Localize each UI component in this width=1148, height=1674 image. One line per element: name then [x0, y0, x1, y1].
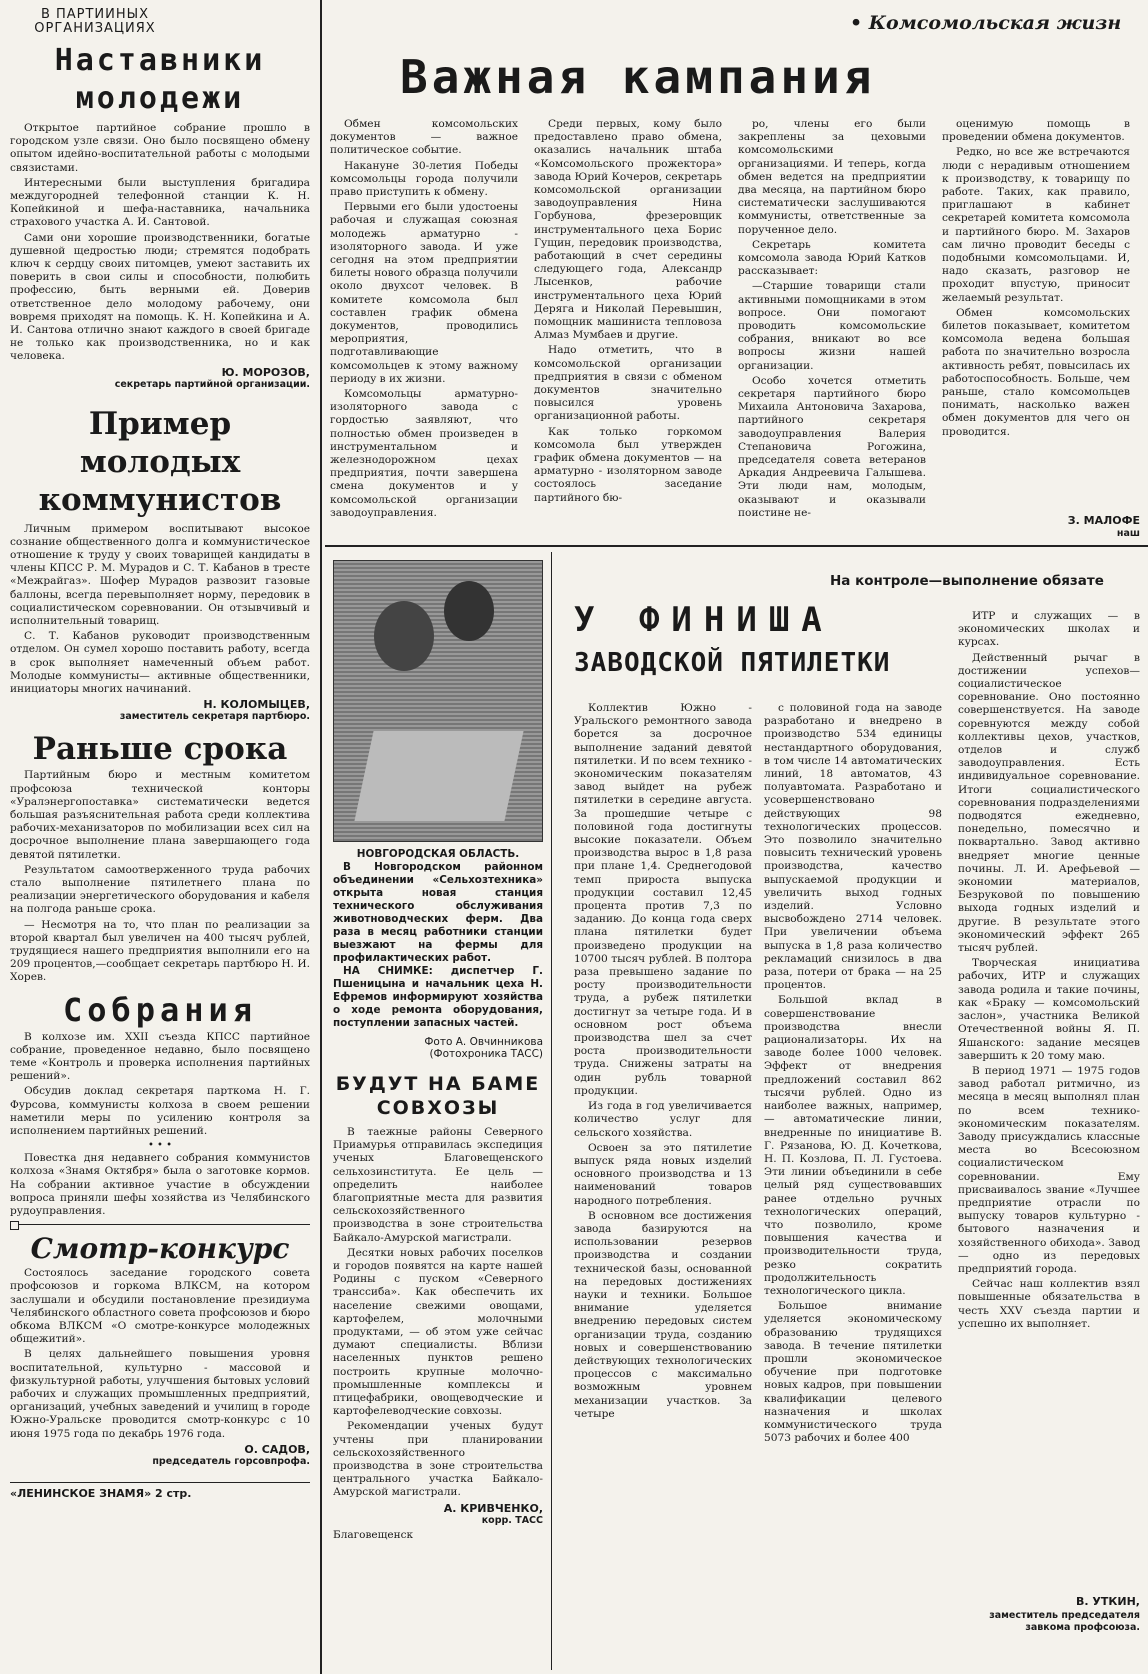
paragraph: Надо отметить, что в комсомольской организации предприятия в связи с обменом документов значительно повысился уровень организационной работы.	[534, 344, 722, 423]
paragraph: Состоялось заседание городского совета профсоюзов и горкома ВЛКСМ, на котором заслушали и обсудили постановление президиума Челябинского областного совета профсоюзов и бюро обкома ВЛКСМ «О смотре-конкурсе молодежных общежитий».	[10, 1267, 310, 1346]
article-title: БУДУТ НА БАМЕ СОВХОЗЫ	[335, 1073, 541, 1119]
column-divider	[551, 552, 552, 1670]
paragraph: с половиной года на заводе разработано и внедрено в производство 534 единицы нестандартного оборудования, в том числе 14 автоматических линий, 18 автоматов, 43 полуавтомата. Разработано и усовершенствовано действующих 98 технологических процессов. Это позволило значительно повысить технический уровень производства, качество выпускаемой продукции и увеличить выход годных изделий. Условно высвобождено 2714 человек. При увеличении объема выпуска в 1,8 раза количество рекламаций снизилось в два раза, потери от брака — на 25 процентов.	[764, 702, 942, 992]
paragraph: Комсомольцы арматурно-изоляторного завода с гордостью заявляют, что полностью обмен произведен в инструментальном и железнодорожном цехах предприятия, почти завершена смена документов и у комсомольской организации заводоуправления.	[330, 388, 518, 518]
square-bullet-icon	[10, 1221, 19, 1230]
news-photo	[333, 560, 543, 842]
article-body	[10, 1031, 310, 1139]
paragraph: Сами они хорошие производственники, богатые душевной щедростью люди; стремятся подобрать ключ к сердцу своих питомцев, умеют заставить их поверить в свои силы и способности, полюбить профессию, быть верными ей. Доверив ответственное дело молодому рабочему, они вовремя приходят на помощь. К. Н. Копейкина и А. И. Сантова отлично знают каждого в своей бригаде не только как производственника, но и как человека.	[10, 231, 310, 363]
paragraph: В колхозе им. XXII съезда КПСС партийное собрание, проведенное недавно, было посвящено теме «Контроль и проверка исполнения партийных решений».	[10, 1030, 310, 1083]
article-signature: Н. КОЛОМЫЦЕВ,	[203, 698, 310, 712]
newspaper-footer: «ЛЕНИНСКОЕ ЗНАМЯ» 2 стр.	[10, 1482, 310, 1500]
paragraph: Большое внимание уделяется экономическому образованию трудящихся завода. В течение пятилетки прошли экономическое обучение при подготовке новых кадров, при повышении квалификации целевого назначения и школах коммунистического труда 5073 рабочих и более 400	[764, 1300, 942, 1445]
paragraph: — Несмотря на то, что план по реализации за второй квартал был увеличен на 400 тысяч рублей, трудящиеся нашего предприятия выполнили его на 209 процентов,—сообщает секретарь партбюро Н. И. Хорев.	[10, 918, 310, 984]
article-column	[958, 610, 1140, 1630]
article-signature-role: наш	[1116, 528, 1140, 539]
paragraph: С. Т. Кабанов руководит производственным отделом. Он сумел хорошо поставить работу, всегда в срок выполняет намеченный объем работ. Молодые коммунисты— активные общественники, инициаторы многих начинаний.	[10, 630, 310, 696]
separator-dots: • • •	[147, 1140, 173, 1152]
paragraph: Большой вклад в совершенствование производства внесли рационализаторы. Их на заводе более 1000 человек. Эффект от внедрения предложений составил 862 тысячи рублей. Одно из наиболее важных, например, — автоматические линии, внедренные по инициативе В. Г. Рязанова, Ю. Д. Кочеткова, Н. П. Козлова, П. Л. Густоева. Эти линии объединили в себе целый ряд существовавших ранее отдельно ручных технологических операций, что позволило, кроме повышения качества и производительности труда, резко сократить продолжительность технологического цикла.	[764, 994, 942, 1297]
person-figure-icon	[444, 581, 494, 641]
article-column	[942, 118, 1130, 518]
paragraph: Результатом самоотверженного труда рабочих стало выполнение пятилетнего плана по реализации энергетического оборудования и кабеля на полгода раньше срока.	[10, 863, 310, 916]
paragraph: Открытое партийное собрание прошло в городском узле связи. Оно было посвящено обмену опытом идейно-воспитательной работы с молодыми связистами.	[10, 122, 310, 174]
article-signature-role: заместитель председателя завкома профсоюза.	[989, 1610, 1140, 1633]
paragraph: Сейчас наш коллектив взял повышенные обязательства в честь XXV съезда партии и успешно их выполняет.	[958, 1278, 1140, 1330]
paragraph: оценимую помощь в проведении обмена документов.	[942, 118, 1130, 144]
paragraph: ро, члены его были закреплены за цеховыми комсомольскими организациями. И теперь, когда обмен ведется на предприятии два месяца, на партийном бюро систематически заслушиваются коммунисты, ответственные за порученное дело.	[738, 118, 926, 236]
column-divider	[320, 0, 322, 1674]
control-panel-icon	[354, 731, 523, 821]
paragraph: Обмен комсомольских документов — важное политическое событие.	[330, 118, 518, 157]
paragraph: В целях дальнейшего повышения уровня воспитательной, культурно - массовой и физкультурной работы, улучшения бытовых условий рабочих и служащих промышленных предприятий, организаций, учебных заведений и училищ в городе Южно-Уральске проводится смотр-конкурс с 10 июня 1975 года по декабрь 1976 года.	[10, 1348, 310, 1440]
photo-credit: Фото А. Овчинникова	[424, 1036, 543, 1048]
paragraph: Среди первых, кому было предоставлено право обмена, оказались начальник штаба «Комсомольского прожектора» завода Юрий Кочеров, секретарь комсомольской организации заводоуправления Нина Горбунова, фрезеровщик инструментального цеха Борис Гущин, передовик производства, работающий в счет середины следующего года, Александр Лысенков, рабочие инструментального цеха Юрий Деряга и Николай Перевышин, помощник машиниста тепловоза Алмаз Мумбаев и другие.	[534, 118, 722, 342]
paragraph: В таежные районы Северного Приамурья отправилась экспедиция ученых Благовещенского сельхозинститута. Ее цель — определить наиболее благоприятные места для развития сельскохозяйственного производства в зоне строительства Байкало-Амурской магистрали.	[333, 1126, 543, 1244]
article-body	[10, 1152, 310, 1218]
article-column	[330, 118, 518, 518]
article-signature-role: заместитель секретаря партбюро.	[119, 711, 310, 723]
article-column	[764, 702, 942, 1668]
dateline-place: Благовещенск	[333, 1528, 414, 1541]
article-column	[574, 702, 752, 1668]
section-rubric: На контроле—выполнение обязате	[830, 573, 1104, 589]
main-title: Важная кампания	[400, 50, 876, 104]
left-column	[10, 8, 310, 1668]
article-title: У ФИНИША	[574, 600, 834, 640]
paragraph: Из года в год увеличивается количество услуг для сельского хозяйства.	[574, 1100, 752, 1139]
photo-caption: В Новгородском районном объединении «Сельхозтехника» открыта новая станция технического обслуживания животноводческих ферм. Два раза в месяц работники станции выезжают на фермы для профилактических работ.	[333, 861, 543, 964]
article-subtitle: ЗАВОДСКОЙ ПЯТИЛЕТКИ	[574, 648, 891, 678]
paragraph: Накануне 30-летия Победы комсомольцы города получили право приступить к обмену.	[330, 159, 518, 199]
article-signature: В. УТКИН,	[1076, 1595, 1140, 1608]
divider	[325, 545, 1148, 547]
divider	[10, 1224, 310, 1225]
article-signature-role: корр. ТАСС	[481, 1514, 543, 1526]
photo-credit-agency: (Фотохроника ТАСС)	[429, 1048, 543, 1060]
article-title: Собрания	[62, 990, 258, 1029]
photo-caption-head: НОВГОРОДСКАЯ ОБЛАСТЬ.	[356, 848, 520, 860]
paragraph: Обсудив доклад секретаря парткома Н. Г. Фурсова, коммунисты колхоза в своем решении наметили меры по усилению контроля за исполнением партийных решений.	[10, 1085, 310, 1137]
top-rubric: • Комсомольская жизн	[850, 12, 1122, 34]
paragraph: Обмен комсомольских билетов показывает, комитетом комсомола ведена большая работа по значительно возросла активность ребят, повысилась их работоспособность. Больше, чем раньше, стало комсомольцев понимать, насколько важен обмен документов для чего он проводится.	[942, 306, 1130, 438]
article-column	[738, 118, 926, 518]
paragraph: В основном все достижения завода базируются на использовании резервов производства и создании технической базы, основанной на передовых достижениях науки и техники. Большое внимание уделяется внедрению передовых систем организации труда, созданию новых и совершенствованию действующих технологических процессов с максимально возможным уровнем механизации участков. За четыре	[574, 1209, 752, 1420]
article-title: Наставники молодежи	[54, 43, 266, 116]
paragraph: Творческая инициатива рабочих, ИТР и служащих завода родила и такие почины, как «Браку — комсомольский заслон», участника Великой Отечественной войны Я. П. Яшанского: задание месяцев завершить к 20 тому маю.	[958, 957, 1140, 1062]
section-rubric: В ПАРТИЙНЫХ ОРГАНИЗАЦИЯХ	[34, 8, 156, 36]
photo-column	[333, 560, 543, 1665]
article-signature: Ю. МОРОЗОВ,	[221, 365, 310, 379]
paragraph: В период 1971 — 1975 годов завод работал ритмично, из месяца в месяц выполнял план по всем технико-экономическим показателям. Заводу присуждались классные места во Всесоюзном социалистическом соревновании. Ему присваивалось звание «Лучшее предприятие отрасли по выпуску товаров культурно - бытового назначения и хозяйственного обихода». Завод — одно из передовых предприятий города.	[958, 1064, 1140, 1275]
paragraph: Рекомендации ученых будут учтены при планировании сельскохозяйственного производства в зоне строительства центрального участка Байкало-Амурской магистрали.	[333, 1420, 543, 1499]
paragraph: Как только горкомом комсомола был утвержден график обмена документов — на арматурно - изоляторном заводе состоялось заседание партийного бю-	[534, 425, 722, 504]
paragraph: Коллектив Южно - Уральского ремонтного завода борется за досрочное выполнение заданий девятой пятилетки. И по всем технико - экономическим показателям завод выйдет на рубеж пятилетки в середине августа. За прошедшие четыре с половиной года достигнуты высокие показатели. Объем производства вырос в 1,8 раза при плане 1,4. Среднегодовой темп прироста выпуска продукции составил 12,45 процента против 7,3 по заданию. До конца года сверх плана пятилетки будет произведено продукции на 10700 тысяч рублей. В полтора раза превышено задание по росту производительности труда, а рубеж пятилетки достигнут за четыре года. И в основном рост объема производства шел за счет роста производительности труда. Снижены затраты на один рубль товарной продукции.	[574, 702, 752, 1097]
paragraph: Секретарь комитета комсомола завода Юрий Катков рассказывает:	[738, 238, 926, 278]
paragraph: Действенный рычаг в достижении успехов— социалистическое соревнование. Оно постоянно совершенствуется. На заводе соревнуются между собой коллективы цехов, участков, отделов и служб заводоуправления. Есть индивидуальное соревнование. Итоги социалистического соревнования подразделениями подводятся ежедневно, понедельно, помесячно и поквартально. Завод активно внедряет многие ценные почины. Л. И. Арефьевой — экономии материалов, Безруковой по повышению выхода годных изделий и другие. В результате этого экономический эффект 265 тысяч рублей.	[958, 651, 1140, 955]
article-body	[10, 122, 310, 364]
article-signature: А. КРИВЧЕНКО,	[443, 1501, 543, 1515]
article-title: Пример молодых коммунистов	[38, 405, 282, 518]
paragraph: Особо хочется отметить секретаря партийного бюро Михаила Антоновича Захарова, партийного секретаря заводоуправления Валерия Степановича Рогожина, председателя совета ветеранов Аркадия Андреевича Галышева. Эти люди нам, молодым, оказывают и оказывали поистине не-	[738, 374, 926, 518]
article-signature: З. МАЛОФЕ	[1067, 514, 1140, 527]
article-body	[10, 1267, 310, 1441]
article-column	[534, 118, 722, 518]
photo-caption-detail: НА СНИМКЕ: диспетчер Г. Пшеницына и начальник цеха Н. Ефремов информируют хозяйства о ходе ремонта оборудования, поступлении запасных частей.	[333, 965, 543, 1029]
paragraph: Партийным бюро и местным комитетом профсоюза технической конторы «Уралэнергопоставка» систематически ведется большая разъяснительная работа среди коллектива рабочих-механизаторов по мобилизации всех сил на досрочное выполнение плана завершающего года девятой пятилетки.	[10, 769, 310, 861]
paragraph: Первыми его были удостоены рабочая и служащая союзная молодежь арматурно - изоляторного завода. И уже сегодня на этом предприятии билеты нового образца получили около двухсот человек. В комитете комсомола был составлен график обмена документов, проводились мероприятия, подготавливающие комсомольцев к этому важному периоду в их жизни.	[330, 201, 518, 385]
paragraph: Личным примером воспитывают высокое сознание общественного долга и коммунистическое отношение к труду у своих товарищей кандидаты в члены КПСС Р. М. Мурадов и С. Т. Кабанов в тресте «Межрайгаз». Шофер Мурадов развозит газовые баллоны, всегда перевыполняет норму, передовик в социалистическом соревновании. Он отзывчивый и исполнительный товарищ.	[10, 522, 310, 628]
paragraph: —Старшие товарищи стали активными помощниками в этом вопросе. Они помогают проводить комсомольские собрания, вникают во все вопросы жизни нашей организации.	[738, 280, 926, 372]
paragraph: Редко, но все же встречаются люди с нерадивым отношением к производству, к товарищу по работе. Таких, как правило, приглашают в кабинет секретарей комитета комсомола и партийного бюро. М. Захаров сам лично проводит беседы с подобными комсомольцами. И, надо сказать, разговор не проходит впустую, приносит желаемый результат.	[942, 146, 1130, 304]
article-body	[10, 523, 310, 697]
article-title: Смотр-конкурс	[30, 1232, 290, 1266]
article-signature-role: секретарь партийной организации.	[114, 378, 310, 390]
article-signature: О. САДОВ,	[244, 1442, 310, 1456]
top-article-body	[330, 118, 1140, 536]
paragraph: ИТР и служащих — в экономических школах и курсах.	[958, 610, 1140, 649]
article-title: Раньше срока	[32, 731, 288, 768]
article-signature-role: председатель горсовпрофа.	[152, 1455, 310, 1467]
article-body	[10, 769, 310, 984]
article-body	[333, 1126, 543, 1500]
paragraph: Интересными были выступления бригадира междугородней телефонной станции К. Н. Копейкиной и шефа-наставника, начальника страхового участка А. И. Сантовой.	[10, 176, 310, 229]
paragraph: Освоен за это пятилетие выпуск ряда новых изделий основного производства и 13 наименований товаров народного потребления.	[574, 1141, 752, 1207]
paragraph: Десятки новых рабочих поселков и городов появятся на карте нашей Родины с пуском «Северного транссиба». Как обеспечить их население свежими овощами, картофелем, молочными продуктами, — об этом уже сейчас думают специалисты. Вблизи населенных пунктов решено построить крупные молочно-промышленные комплексы и птицефабрики, овощеводческие и картофелеводческие совхозы.	[333, 1246, 543, 1418]
person-figure-icon	[374, 601, 434, 671]
paragraph: Повестка дня недавнего собрания коммунистов колхоза «Знамя Октября» была о заготовке кормов. На собрании активное участие в обсуждении вопроса приняли шефы хозяйства из Челябинского рудоуправления.	[10, 1152, 310, 1217]
